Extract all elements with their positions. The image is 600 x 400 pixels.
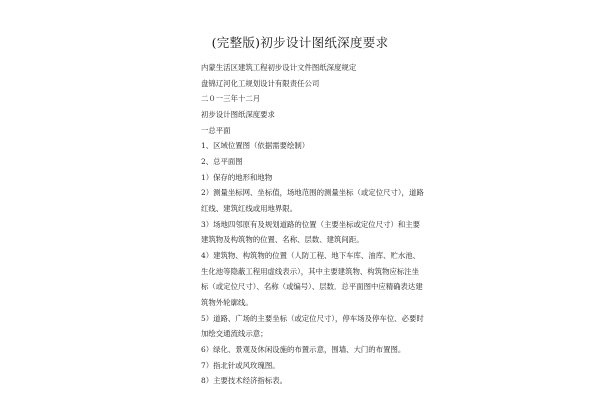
list-item-continuation: 红线、建筑红线或用地界限。 bbox=[201, 204, 298, 213]
list-item-continuation: 标（或定位尺寸）、名称（或编号）、层数．总平面图中应精确表达建 bbox=[201, 282, 423, 291]
list-item: 4）建筑物、构筑物的位置（人防工程、地下车库、油库、贮水池、 bbox=[201, 251, 421, 260]
section-title: 一总平面 bbox=[201, 126, 231, 135]
list-item: 6）绿化、景观及休闲设施的布置示意，围墙、大门的布置图。 bbox=[201, 345, 406, 354]
list-item-continuation: 生化池等隐蔽工程用虚线表示），其中主要建筑物、构筑物应标注坐 bbox=[201, 267, 420, 276]
list-item: 7）指北针或风玫瑰图。 bbox=[201, 361, 280, 370]
list-item-continuation: 筑物外轮廓线。 bbox=[201, 298, 253, 307]
list-item: 5）道路、广场的主要坐标（或定位尺寸），停车场及停车位、必要时 bbox=[201, 314, 424, 323]
section-heading: 初步设计图纸深度要求 bbox=[201, 110, 275, 119]
doc-subtitle: 内蒙生活区建筑工程初步设计文件图纸深度规定 bbox=[201, 63, 357, 72]
list-item: 1）保存的地形和地物 bbox=[201, 173, 273, 182]
list-item-continuation: 建筑物及构筑物的位置、名称、层数、建筑间距。 bbox=[201, 235, 364, 244]
list-item: 2、总平面图 bbox=[201, 157, 243, 166]
list-item: 2）测量坐标网、坐标值，场地范围的测量坐标（或定位尺寸），道路 bbox=[201, 188, 424, 197]
list-item: 3）场地四邻原有及规划道路的位置（主要坐标或定位尺寸）和主要 bbox=[201, 220, 421, 229]
doc-date: 二０一三年十二月 bbox=[201, 94, 261, 103]
document-title: (完整版)初步设计图纸深度要求 bbox=[211, 35, 389, 50]
list-item-continuation: 加绘交通流线示意； bbox=[201, 329, 268, 338]
doc-company: 盘锦辽河化工规划设计有限责任公司 bbox=[201, 79, 320, 88]
list-item: 8）主要技术经济指标表。 bbox=[201, 376, 288, 385]
list-item: 1、区域位置图（依据需要绘制） bbox=[201, 141, 310, 150]
